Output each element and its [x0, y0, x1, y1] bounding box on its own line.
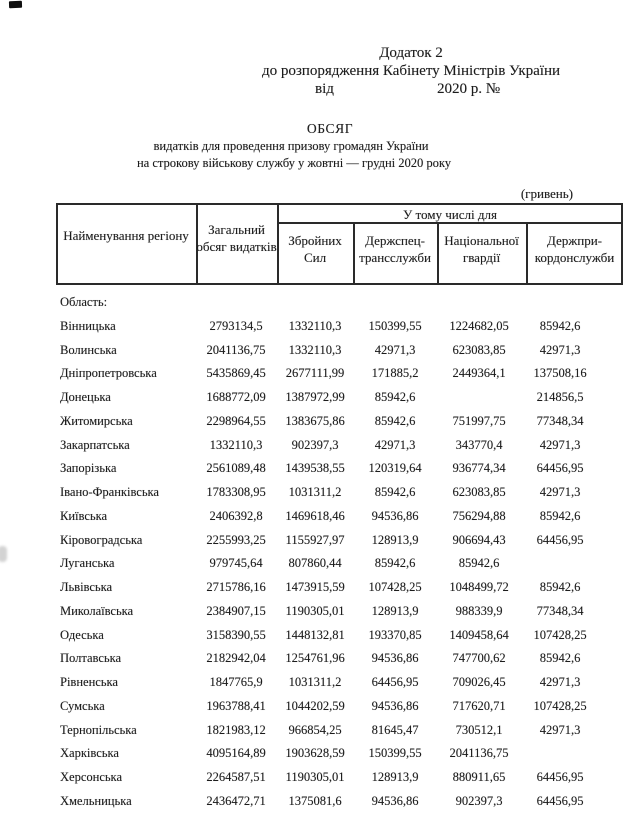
border-service-amount: 85942,6: [539, 651, 581, 666]
national-guard-amount: 1048499,72: [449, 580, 509, 594]
spec-transport-amount: 128913,9: [371, 603, 419, 618]
border-service-amount: 42971,3: [539, 485, 581, 499]
armed-forces-amount: 1044202,59: [285, 698, 345, 713]
total-amount: 2406392,8: [209, 508, 263, 523]
region-name: Луганська: [60, 556, 115, 571]
table-row: [0, 695, 632, 719]
total-amount: 2041136,75: [206, 342, 266, 357]
border-service-amount: 64456,95: [536, 532, 584, 547]
spec-transport-amount: 81645,47: [371, 722, 419, 737]
national-guard-amount: 709026,45: [452, 675, 506, 689]
national-guard-amount: 623083,85: [452, 342, 506, 357]
column-header-border-service: Держпри-кордонслужби: [534, 233, 615, 265]
region-name: Запорізька: [60, 461, 117, 476]
total-amount: 1963788,41: [206, 698, 266, 713]
table-row: [0, 552, 632, 576]
document-subtitle-line1: видатків для проведення призову громадян України: [153, 139, 429, 153]
spec-transport-amount: 107428,25: [368, 580, 422, 594]
column-header-national-guard: Національної гвардії: [444, 233, 519, 265]
spec-transport-amount: 85942,6: [374, 556, 416, 571]
annex-from-label: від: [315, 81, 334, 97]
annex-number: Додаток 2: [379, 45, 443, 61]
spec-transport-amount: 150399,55: [368, 318, 422, 333]
table-row: [0, 505, 632, 529]
spec-transport-amount: 171885,2: [371, 366, 419, 381]
total-amount: 4095164,89: [206, 746, 266, 761]
armed-forces-amount: 2677111,99: [285, 366, 345, 381]
table-row: [0, 481, 632, 505]
annex-ordinance-line: до розпорядження Кабінету Міністрів України: [261, 63, 560, 79]
border-service-amount: 107428,25: [533, 627, 587, 642]
table-border-bottom: [56, 283, 623, 285]
spec-transport-amount: 85942,6: [374, 390, 416, 404]
total-amount: 5435869,45: [206, 366, 266, 381]
total-amount: 979745,64: [209, 556, 263, 571]
border-service-amount: 64456,95: [536, 770, 584, 784]
national-guard-amount: 623083,85: [452, 485, 506, 499]
total-amount: 1688772,09: [206, 390, 266, 404]
table-row: [0, 600, 632, 624]
national-guard-amount: 902397,3: [455, 793, 503, 808]
spec-transport-amount: 193370,85: [368, 627, 422, 642]
armed-forces-amount: 1473915,59: [285, 580, 345, 594]
national-guard-amount: 2041136,75: [449, 746, 509, 761]
table-row: [0, 671, 632, 695]
table-section-row: [0, 291, 632, 315]
region-name: Область:: [60, 295, 108, 309]
national-guard-amount: 880911,65: [452, 770, 506, 784]
armed-forces-amount: 1903628,59: [285, 746, 345, 761]
column-header-armed-forces: Збройних Сил: [288, 233, 342, 265]
table-row: [0, 719, 632, 743]
national-guard-amount: 1409458,64: [449, 627, 509, 642]
national-guard-amount: 717620,71: [452, 698, 506, 713]
column-header-total: Загальний обсяг видатків: [196, 222, 277, 254]
total-amount: 2561089,48: [206, 461, 266, 476]
annex-year-label: 2020 р. №: [437, 81, 501, 97]
table-border-top: [56, 203, 623, 205]
spec-transport-amount: 64456,95: [371, 675, 419, 689]
table-row: [0, 790, 632, 814]
spec-transport-amount: 150399,55: [368, 746, 422, 761]
armed-forces-amount: 1332110,3: [288, 318, 342, 333]
armed-forces-amount: 1448132,81: [285, 627, 345, 642]
total-amount: 2793134,5: [209, 318, 263, 333]
spec-transport-amount: 128913,9: [371, 770, 419, 784]
border-service-amount: 214856,5: [536, 390, 584, 404]
spec-transport-amount: 120319,64: [368, 461, 422, 476]
total-amount: 1821983,12: [206, 722, 266, 737]
national-guard-amount: 756294,88: [452, 508, 506, 523]
table-row: [0, 315, 632, 339]
national-guard-amount: 85942,6: [458, 556, 500, 571]
total-amount: 2298964,55: [206, 413, 266, 428]
table-row: [0, 339, 632, 363]
border-service-amount: 42971,3: [539, 342, 581, 357]
border-service-amount: 77348,34: [536, 413, 584, 428]
document-subtitle-line2: на строкову військову службу у жовтні — грудні 2020 року: [136, 156, 452, 170]
armed-forces-amount: 1332110,3: [288, 342, 342, 357]
armed-forces-amount: 1383675,86: [285, 413, 345, 428]
national-guard-amount: 2449364,1: [452, 366, 506, 381]
national-guard-amount: 747700,62: [452, 651, 506, 666]
border-service-amount: 42971,3: [539, 722, 581, 737]
table-row: [0, 624, 632, 648]
armed-forces-amount: 1190305,01: [285, 770, 345, 784]
armed-forces-amount: 1387972,99: [285, 390, 345, 404]
border-service-amount: 85942,6: [539, 318, 581, 333]
region-name: Львівська: [60, 580, 113, 594]
border-service-amount: 42971,3: [539, 437, 581, 452]
region-name: Полтавська: [60, 651, 122, 666]
region-name: Миколаївська: [60, 603, 134, 618]
spec-transport-amount: 94536,86: [371, 508, 419, 523]
total-amount: 2264587,51: [206, 770, 266, 784]
armed-forces-amount: 902397,3: [291, 437, 339, 452]
total-amount: 2436472,71: [206, 793, 266, 808]
armed-forces-amount: 1254761,96: [285, 651, 345, 666]
spec-transport-amount: 94536,86: [371, 698, 419, 713]
total-amount: 2384907,15: [206, 603, 266, 618]
armed-forces-amount: 1375081,6: [288, 793, 342, 808]
armed-forces-amount: 1031311,2: [288, 675, 342, 689]
region-name: Херсонська: [60, 770, 122, 784]
region-name: Волинська: [60, 342, 117, 357]
spec-transport-amount: 85942,6: [374, 413, 416, 428]
spec-transport-amount: 42971,3: [374, 437, 416, 452]
total-amount: 1847765,9: [209, 675, 263, 689]
region-name: Київська: [60, 508, 108, 523]
national-guard-amount: 343770,4: [455, 437, 503, 452]
table-row: [0, 457, 632, 481]
spec-transport-amount: 85942,6: [374, 485, 416, 499]
region-name: Одеська: [60, 627, 104, 642]
table-row: [0, 576, 632, 600]
armed-forces-amount: 966854,25: [288, 722, 342, 737]
region-name: Донецька: [60, 390, 111, 404]
region-name: Харківська: [60, 746, 119, 761]
table-row: [0, 434, 632, 458]
armed-forces-amount: 1031311,2: [288, 485, 342, 499]
national-guard-amount: 1224682,05: [449, 318, 509, 333]
spec-transport-amount: 128913,9: [371, 532, 419, 547]
national-guard-amount: 751997,75: [452, 413, 506, 428]
region-name: Тернопільська: [60, 722, 137, 737]
spec-transport-amount: 94536,86: [371, 793, 419, 808]
border-service-amount: 85942,6: [539, 508, 581, 523]
total-amount: 2255993,25: [206, 532, 266, 547]
border-service-amount: 64456,95: [536, 793, 584, 808]
spec-transport-amount: 42971,3: [374, 342, 416, 357]
border-service-amount: 42971,3: [539, 675, 581, 689]
region-name: Рівненська: [60, 675, 118, 689]
table-row: [0, 742, 632, 766]
armed-forces-amount: 1469618,46: [285, 508, 345, 523]
national-guard-amount: 936774,34: [452, 461, 506, 476]
scan-artifact-top-left: [9, 1, 22, 8]
national-guard-amount: 730512,1: [455, 722, 503, 737]
region-name: Житомирська: [60, 413, 133, 428]
national-guard-amount: 906694,43: [452, 532, 506, 547]
table-row: [0, 410, 632, 434]
total-amount: 2715786,16: [206, 580, 266, 594]
armed-forces-amount: 1190305,01: [285, 603, 345, 618]
region-name: Сумська: [60, 698, 105, 713]
armed-forces-amount: 1155927,97: [285, 532, 345, 547]
total-amount: 2182942,04: [206, 651, 266, 666]
table-body: [0, 291, 632, 814]
region-name: Закарпатська: [60, 437, 130, 452]
annex-date-line: [240, 80, 582, 98]
table-header: [56, 203, 623, 285]
document-title: ОБСЯГ: [306, 121, 354, 136]
border-service-amount: 107428,25: [533, 698, 587, 713]
border-service-amount: 85942,6: [539, 580, 581, 594]
total-amount: 1783308,95: [206, 485, 266, 499]
total-amount: 3158390,55: [206, 627, 266, 642]
column-header-region: Найменування регіону: [63, 228, 189, 243]
region-name: Дніпропетровська: [60, 366, 157, 381]
table-row: [0, 766, 632, 790]
spec-transport-amount: 94536,86: [371, 651, 419, 666]
region-name: Кіровоградська: [60, 532, 143, 547]
total-amount: 1332110,3: [209, 437, 263, 452]
region-name: Івано-Франківська: [60, 485, 159, 499]
national-guard-amount: 988339,9: [455, 603, 503, 618]
armed-forces-amount: 807860,44: [288, 556, 342, 571]
table-row: [0, 386, 632, 410]
border-service-amount: 137508,16: [533, 366, 587, 381]
region-name: Вінницька: [60, 318, 116, 333]
armed-forces-amount: 1439538,55: [285, 461, 345, 476]
table-row: [0, 647, 632, 671]
table-row: [0, 362, 632, 386]
table-border-left: [56, 203, 58, 285]
border-service-amount: 77348,34: [536, 603, 584, 618]
region-name: Хмельницька: [60, 793, 132, 808]
border-service-amount: 64456,95: [536, 461, 584, 476]
currency-note: (гривень): [520, 186, 573, 201]
annex-reference-block: [240, 44, 582, 98]
column-header-spec-transport: Держспец-трансслужби: [359, 233, 431, 265]
column-group-header: У тому числі для: [403, 207, 497, 222]
table-row: [0, 529, 632, 553]
